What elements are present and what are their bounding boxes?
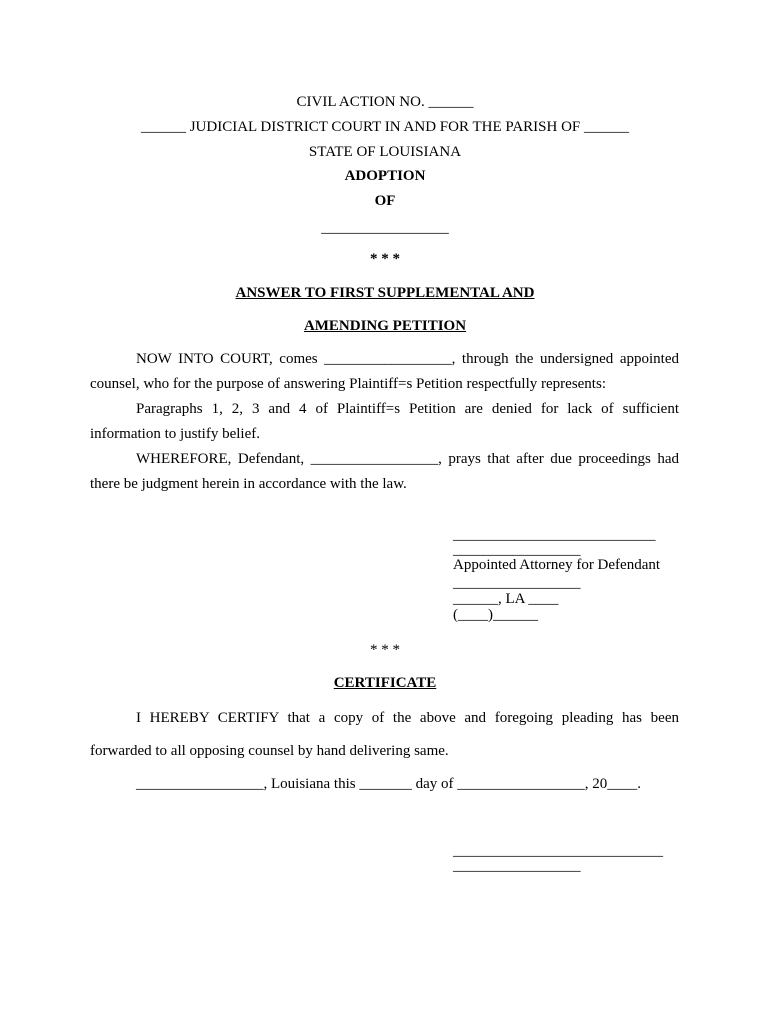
paragraph-1-line1: NOW INTO COURT, comes _________________, through the undersigned appointed bbox=[136, 351, 679, 367]
address-blank: _________________ bbox=[453, 575, 581, 591]
section-separator: * * * bbox=[370, 642, 400, 658]
paragraph-2-line1: Paragraphs 1, 2, 3 and 4 of Plaintiff=s Petition are denied for lack of sufficient bbox=[136, 401, 679, 417]
document-title-line1: ANSWER TO FIRST SUPPLEMENTAL AND bbox=[235, 285, 535, 301]
attorney-name-blank: _________________ bbox=[453, 542, 581, 558]
case-type: ADOPTION bbox=[344, 168, 426, 184]
paragraph-3-line2: there be judgment herein in accordance with the law. bbox=[90, 476, 407, 492]
certificate-line2: forwarded to all opposing counsel by hand delivering same. bbox=[90, 743, 449, 759]
paragraph-2-line2: information to justify belief. bbox=[90, 426, 260, 442]
case-of: OF bbox=[374, 193, 396, 209]
paragraph-3-line1: WHEREFORE, Defendant, _________________, prays that after due proceedings had bbox=[136, 451, 679, 467]
case-name-blank: _________________ bbox=[321, 220, 449, 236]
civil-action-number: CIVIL ACTION NO. ______ bbox=[296, 94, 474, 110]
signature-line: ___________________________ bbox=[453, 527, 656, 543]
city-state-blank: ______, LA ____ bbox=[453, 591, 559, 607]
phone-blank: (____)______ bbox=[453, 607, 538, 623]
paragraph-1-line2: counsel, who for the purpose of answering Plaintiff=s Petition respectfully represents: bbox=[90, 376, 606, 392]
certificate-signature-line: ____________________________ bbox=[453, 843, 663, 859]
caption-separator: * * * bbox=[370, 251, 400, 267]
certificate-line1: I HEREBY CERTIFY that a copy of the above and foregoing pleading has been bbox=[136, 710, 679, 726]
certificate-name-blank: _________________ bbox=[453, 858, 581, 874]
state-line: STATE OF LOUISIANA bbox=[308, 144, 462, 160]
certificate-title: CERTIFICATE bbox=[333, 675, 437, 691]
attorney-role: Appointed Attorney for Defendant bbox=[453, 557, 661, 573]
document-title-line2: AMENDING PETITION bbox=[303, 318, 467, 334]
court-line: ______ JUDICIAL DISTRICT COURT IN AND FOR THE PARISH OF ______ bbox=[140, 119, 630, 135]
certificate-date-line: _________________, Louisiana this _______ day of _________________, 20____. bbox=[136, 776, 641, 792]
